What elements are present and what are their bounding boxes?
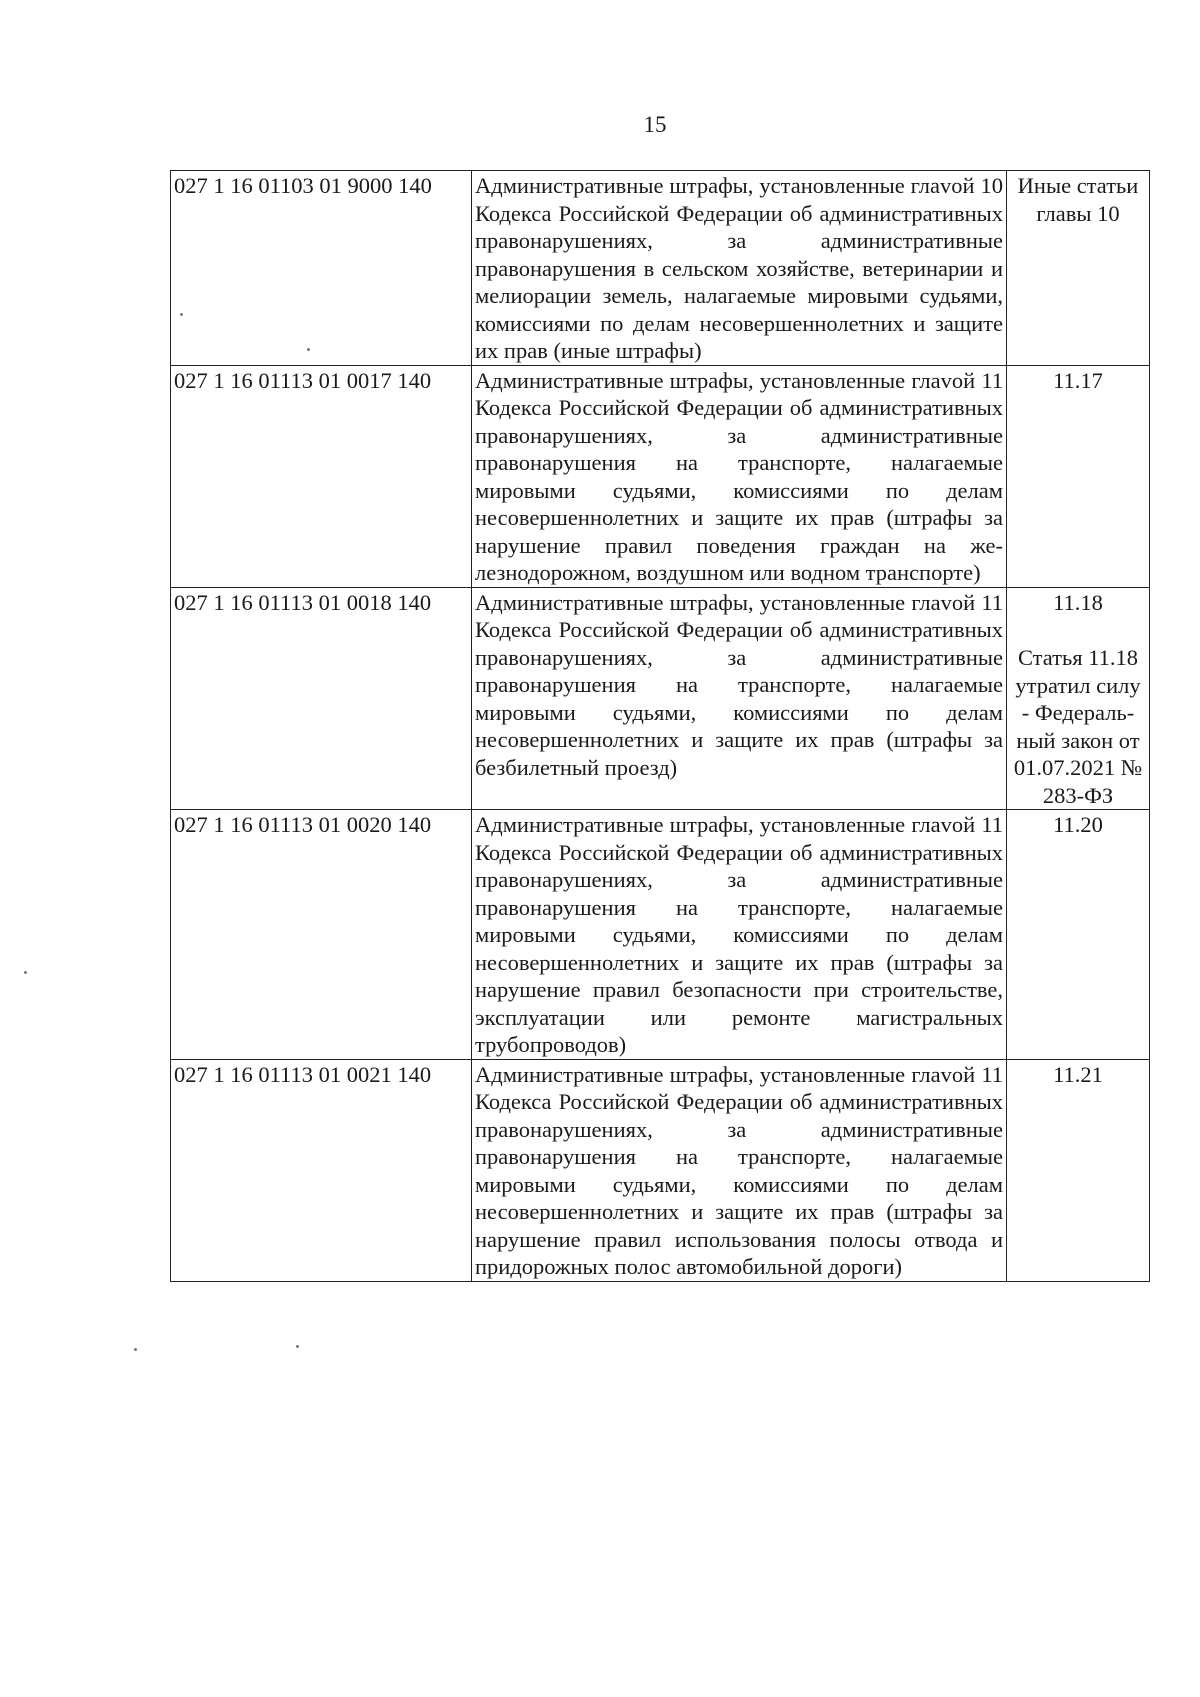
scan-speckle — [180, 313, 183, 316]
budget-code-cell: 027 1 16 01113 01 0017 140 — [171, 365, 472, 587]
table-row — [171, 587, 1150, 810]
article-number: 11.21 — [1053, 1061, 1103, 1087]
page-number: 15 — [643, 112, 667, 137]
article-cell — [1007, 587, 1150, 810]
description-cell: Административные штрафы, установленные глаvой 11 Кодекса Российской Федерации об административных правонарушениях, за административные правонарушения на транспорте, налагаемые мировыми судьями, комиссиями по делам несовершеннолетних и защите их прав (штрафы за нарушение правил использования полосы отвода и придорожных полос автомобильной дороги) — [472, 1059, 1007, 1281]
table-row — [171, 171, 1150, 366]
article-number: 11.20 — [1053, 812, 1103, 837]
scan-speckle — [134, 1348, 137, 1351]
table-row — [171, 810, 1150, 1060]
description-cell: Административные штрафы, установленные глаvой 11 Кодекса Российской Федерации об административных правонарушениях, за административные правонарушения на транспорте, налагаемые мировыми судьями, комиссиями по делам несовершеннолетних и защите их прав (штрафы за нарушение правил безопасности при строительстве, эксплуатации или ремонте магистральных трубопроводов) — [472, 810, 1007, 1060]
article-number: 11.18 — [1053, 589, 1103, 615]
budget-codes-table — [170, 170, 1150, 1282]
table-row — [171, 1059, 1150, 1281]
scan-speckle — [307, 348, 310, 351]
article-cell — [1007, 1059, 1150, 1281]
budget-code-cell: 027 1 16 01113 01 0020 140 — [171, 810, 472, 1060]
description-cell: Административные штрафы, установленные глаvой 10 Кодекса Российской Федерации об административных правонарушениях, за административные правонарушения в сельском хозяйстве, ветеринарии и мелиорации земель, налагаемые мировыми судьями, комиссиями по делам несовершеннолетних и защите их прав (иные штрафы) — [472, 171, 1007, 366]
article-repeal-note: Статья 11.18 утратил силу - Федеральный закон от 01.07.2021 № 283-ФЗ — [1013, 645, 1143, 808]
scan-speckle — [296, 1345, 299, 1348]
budget-code-cell: 027 1 16 01113 01 0021 140 — [171, 1059, 472, 1281]
article-cell — [1007, 171, 1150, 366]
article-number: Иные статьи главы 10 — [1017, 173, 1139, 226]
scan-speckle — [24, 971, 27, 974]
description-cell: Административные штрафы, установленные глаvой 11 Кодекса Российской Федерации об административных правонарушениях, за административные правонарушения на транспорте, налагаемые мировыми судьями, комиссиями по делам несовершеннолетних и защите их прав (штрафы за безбилетный проезд) — [472, 587, 1007, 810]
budget-code-cell: 027 1 16 01113 01 0018 140 — [171, 587, 472, 810]
article-cell — [1007, 365, 1150, 587]
article-cell — [1007, 810, 1150, 1060]
budget-code-cell: 027 1 16 01103 01 9000 140 — [171, 171, 472, 366]
description-cell: Административные штрафы, установленные глаvой 11 Кодекса Российской Федерации об административных правонарушениях, за административные правонарушения на транспорте, налагаемые мировыми судьями, комиссиями по делам несовершеннолетних и защите их прав (штрафы за нарушение правил поведения граждан на железнодорожном, воздушном или водном транспорте) — [472, 365, 1007, 587]
article-number: 11.17 — [1053, 367, 1103, 393]
table-row — [171, 365, 1150, 587]
